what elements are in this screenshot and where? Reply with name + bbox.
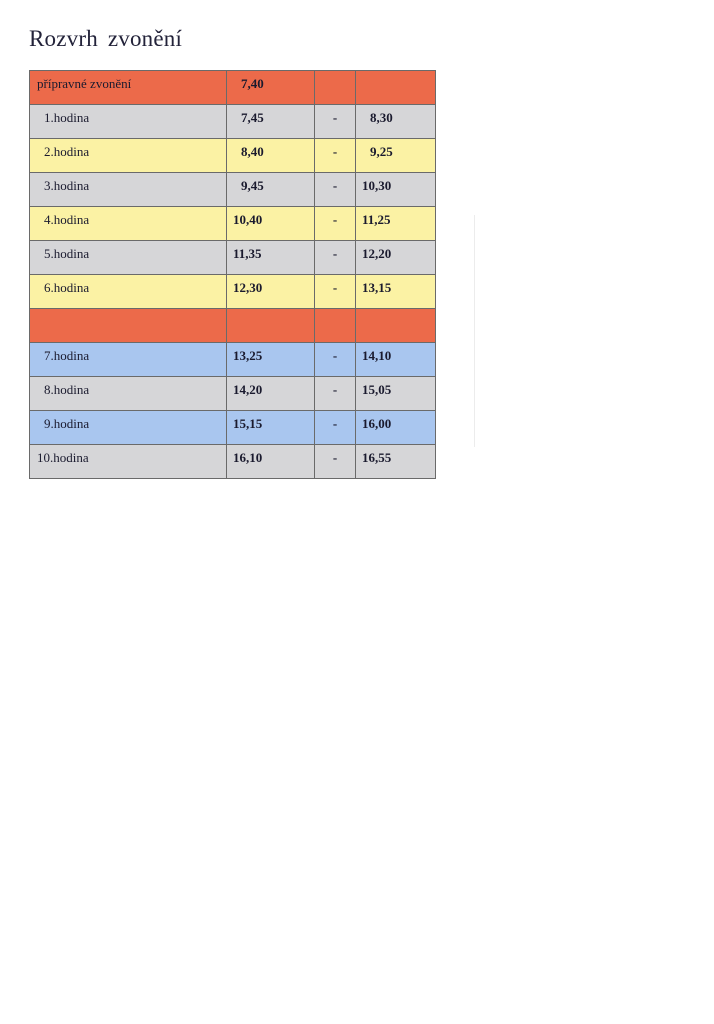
end-time: 16,55: [356, 445, 436, 479]
table-row: [30, 343, 436, 377]
start-time: 7,40: [227, 71, 315, 105]
end-time: 14,10: [356, 343, 436, 377]
row-label: 4.hodina: [30, 207, 227, 241]
scan-artifact-line: [474, 215, 475, 447]
row-label: 8.hodina: [30, 377, 227, 411]
start-time: 16,10: [227, 445, 315, 479]
start-time: 9,45: [227, 173, 315, 207]
row-label: 5.hodina: [30, 241, 227, 275]
time-separator: -: [315, 377, 356, 411]
time-separator: -: [315, 105, 356, 139]
row-label: 10.hodina: [30, 445, 227, 479]
table-row: [30, 105, 436, 139]
start-time: 15,15: [227, 411, 315, 445]
time-separator: -: [315, 173, 356, 207]
end-time: 11,25: [356, 207, 436, 241]
start-time: 12,30: [227, 275, 315, 309]
start-time: [227, 309, 315, 343]
end-time: 10,30: [356, 173, 436, 207]
bell-schedule-table: [29, 70, 436, 479]
table-row: [30, 207, 436, 241]
row-label: 2.hodina: [30, 139, 227, 173]
table-row: [30, 241, 436, 275]
table-row: [30, 275, 436, 309]
row-label: přípravné zvonění: [30, 71, 227, 105]
end-time: [356, 309, 436, 343]
time-separator: -: [315, 343, 356, 377]
row-label: [30, 309, 227, 343]
time-separator: -: [315, 445, 356, 479]
schedule-body: [30, 71, 436, 479]
time-separator: [315, 71, 356, 105]
start-time: 11,35: [227, 241, 315, 275]
time-separator: -: [315, 207, 356, 241]
end-time: [356, 71, 436, 105]
page-title: Rozvrh zvonění: [29, 26, 183, 51]
end-time: 12,20: [356, 241, 436, 275]
row-label: 9.hodina: [30, 411, 227, 445]
row-label: 3.hodina: [30, 173, 227, 207]
time-separator: -: [315, 139, 356, 173]
end-time: 9,25: [356, 139, 436, 173]
table-row: [30, 173, 436, 207]
table-row-break: [30, 309, 436, 343]
end-time: 8,30: [356, 105, 436, 139]
table-row: [30, 411, 436, 445]
end-time: 13,15: [356, 275, 436, 309]
table-row: [30, 377, 436, 411]
time-separator: -: [315, 275, 356, 309]
time-separator: -: [315, 241, 356, 275]
end-time: 15,05: [356, 377, 436, 411]
row-label: 7.hodina: [30, 343, 227, 377]
table-row: [30, 139, 436, 173]
time-separator: -: [315, 411, 356, 445]
start-time: 7,45: [227, 105, 315, 139]
end-time: 16,00: [356, 411, 436, 445]
row-label: 1.hodina: [30, 105, 227, 139]
start-time: 13,25: [227, 343, 315, 377]
row-label: 6.hodina: [30, 275, 227, 309]
table-row: [30, 71, 436, 105]
start-time: 8,40: [227, 139, 315, 173]
time-separator: [315, 309, 356, 343]
table-row: [30, 445, 436, 479]
start-time: 10,40: [227, 207, 315, 241]
start-time: 14,20: [227, 377, 315, 411]
